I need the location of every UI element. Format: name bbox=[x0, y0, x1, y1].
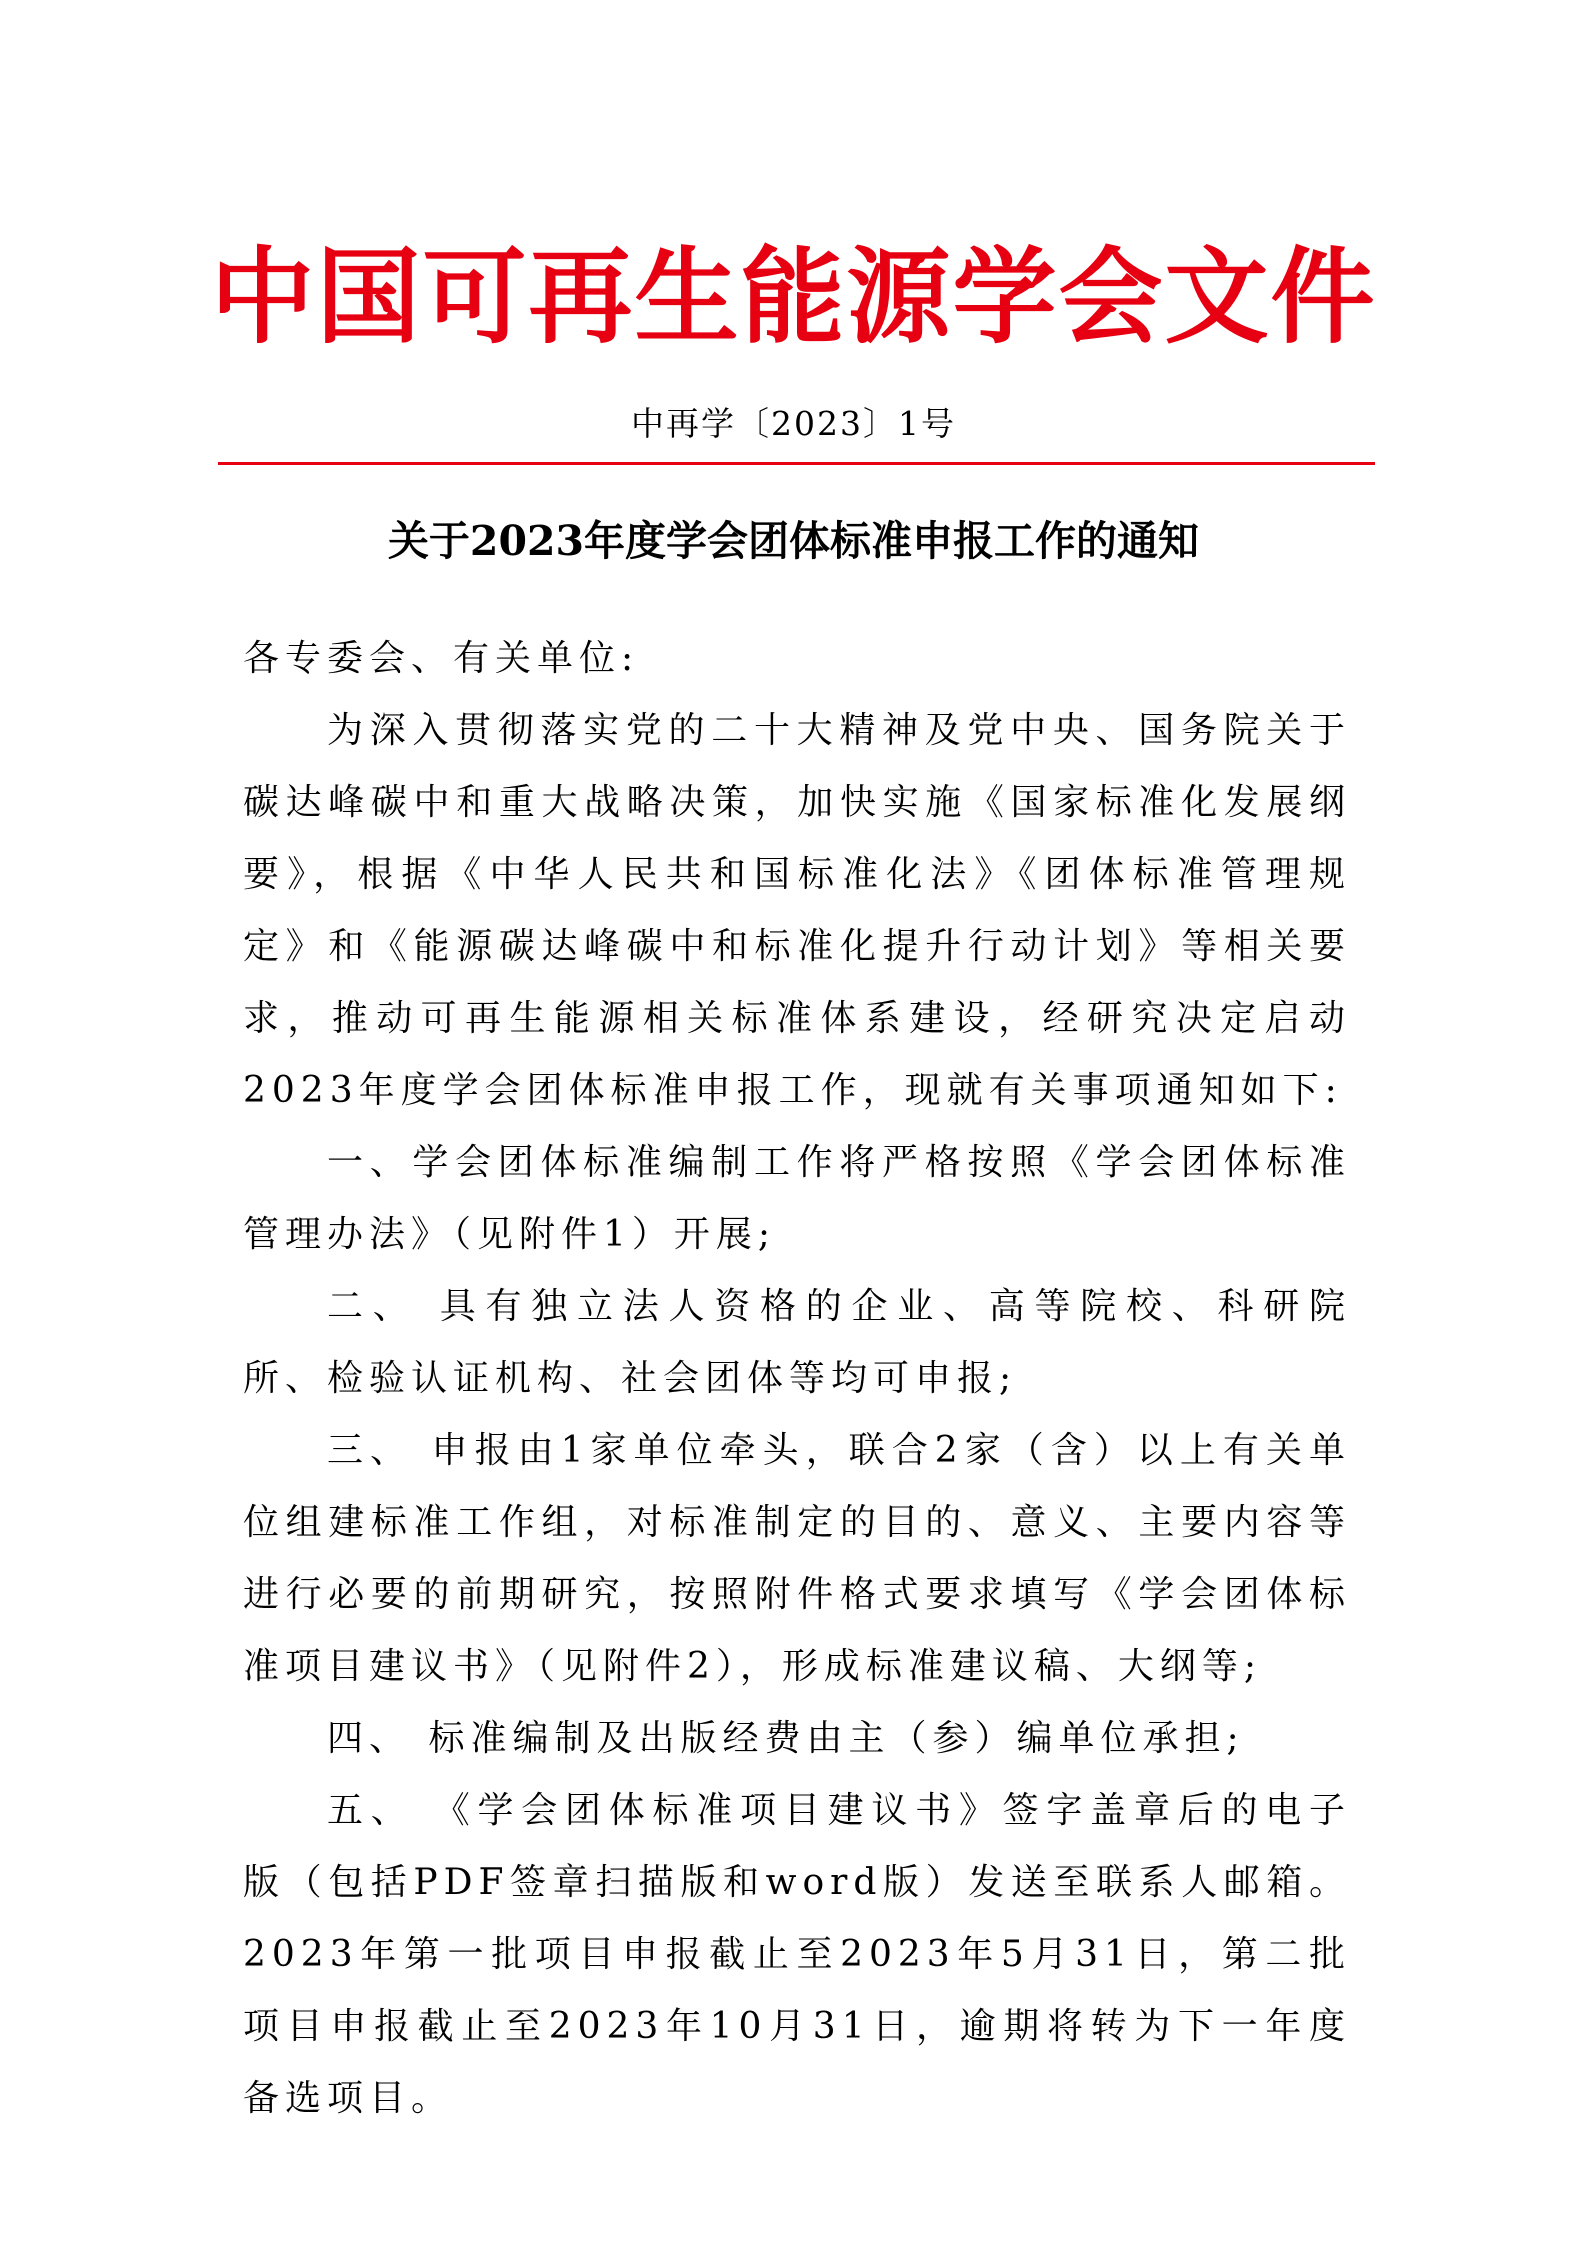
document-number: 中再学〔2023〕1号 bbox=[631, 404, 956, 443]
paragraph-item-3: 三、 申报由1家单位牵头，联合2家（含）以上有关单位组建标准工作组，对标准制定的目的、意义、主要内容等进行必要的前期研究，按照附件格式要求填写《学会团体标准项目建议书》（见附件2），形成标准建议稿、大纲等; bbox=[243, 1430, 1351, 1687]
notice-body bbox=[243, 623, 1351, 2135]
header-red-rule bbox=[218, 462, 1375, 465]
notice-title: 关于2023年度学会团体标准申报工作的通知 bbox=[387, 517, 1200, 565]
document-header-title: 中国可再生能源学会文件 bbox=[210, 235, 1377, 358]
paragraph-item-2: 二、 具有独立法人资格的企业、高等院校、科研院所、检验认证机构、社会团体等均可申报; bbox=[243, 1286, 1351, 1399]
paragraph-item-4: 四、 标准编制及出版经费由主（参）编单位承担; bbox=[327, 1718, 1245, 1759]
salutation: 各专委会、有关单位: bbox=[243, 638, 640, 679]
paragraph-item-5: 五、 《学会团体标准项目建议书》签字盖章后的电子版（包括PDF签章扫描版和word版）发送至联系人邮箱。2023年第一批项目申报截止至2023年5月31日，第二批项目申报截止至2023年10月31日，逾期将转为下一年度备选项目。 bbox=[243, 1790, 1351, 2119]
paragraph-intro: 为深入贯彻落实党的二十大精神及党中央、国务院关于碳达峰碳中和重大战略决策，加快实施《国家标准化发展纲要》，根据《中华人民共和国标准化法》《团体标准管理规定》和《能源碳达峰碳中和标准化提升行动计划》等相关要求，推动可再生能源相关标准体系建设，经研究决定启动2023年度学会团体标准申报工作，现就有关事项通知如下: bbox=[243, 710, 1351, 1111]
paragraph-item-1: 一、学会团体标准编制工作将严格按照《学会团体标准管理办法》（见附件1）开展; bbox=[243, 1142, 1351, 1255]
